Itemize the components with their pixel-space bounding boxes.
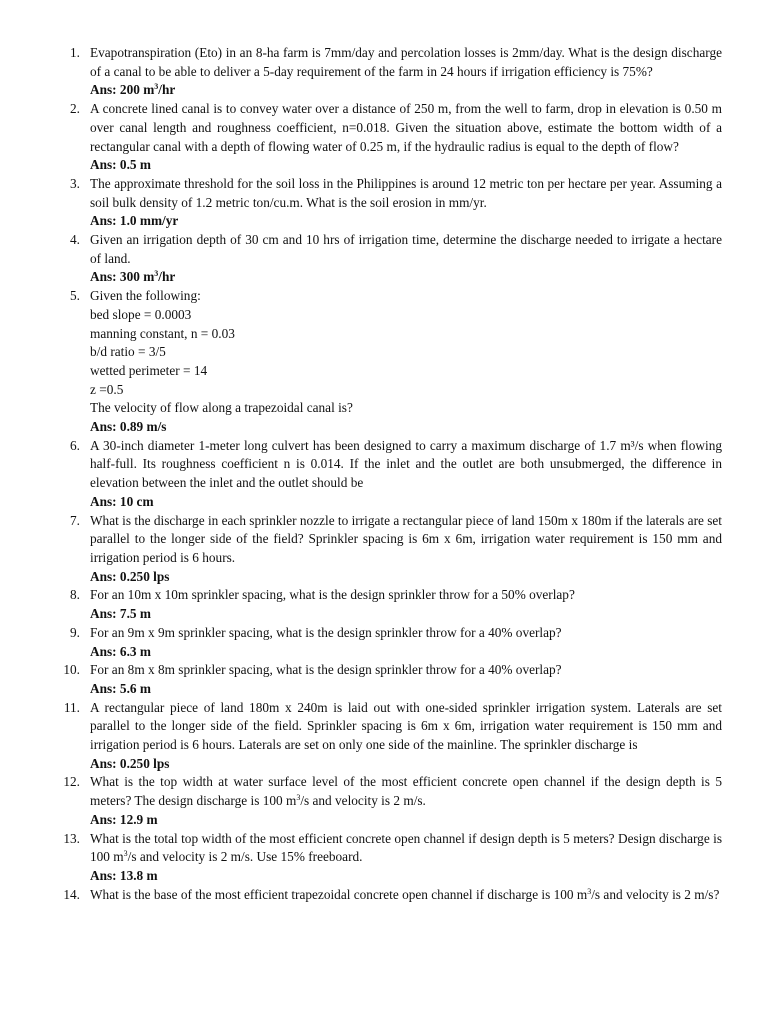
answer: Ans: 5.6 m: [90, 680, 151, 696]
answer: Ans: 0.250 lps: [90, 755, 170, 771]
question-text: What is the total top width of the most efficient concrete open channel if design depth is 5 meters? Design discharge is 100 $m^3/s$ and velocity is 2 m/s. Use 15% freeboard.: [90, 830, 722, 865]
question-13: [0, 830, 722, 886]
answer: Ans: 200 $m^3/hr$: [90, 82, 176, 98]
question-9: [0, 624, 722, 661]
question-5: [0, 287, 722, 437]
question-text: Given an irrigation depth of 30 cm and 10 hrs of irrigation time, determine the discharge needed to irrigate a hectare of land.: [90, 232, 722, 266]
answer: Ans: 300 $m^3/hr$: [90, 269, 176, 285]
question-number: 9.: [70, 624, 80, 640]
answer: Ans: 1.0 mm/yr: [90, 213, 179, 229]
question-10: [0, 661, 722, 698]
given-line: bed slope = 0.0003: [90, 306, 192, 322]
question-text: What is the base of the most efficient trapezoidal concrete open channel if discharge is 100 $m^3/s$ and velocity is 2 m/s?: [90, 886, 720, 902]
question-14: [0, 886, 722, 905]
question-number: 10.: [63, 662, 80, 678]
question-text: For an 9m x 9m sprinkler spacing, what is the design sprinkler throw for a 40% overlap?: [90, 624, 562, 640]
given-line: Given the following:: [90, 288, 201, 304]
answer: Ans: 0.5 m: [90, 157, 151, 173]
question-number: 13.: [63, 830, 80, 846]
given-line: The velocity of flow along a trapezoidal canal is?: [90, 400, 353, 416]
question-text: A rectangular piece of land 180m x 240m is laid out with one-sided sprinkler irrigation system. Laterals are set parallel to the longer side of the field. Sprinkler spacing is 6m x 6m, irrigation water requirement is 150 mm and irrigation period is 6 hours. Laterals are set on only one side of the mainline. The sprinkler discharge is: [90, 699, 722, 753]
question-4: [0, 231, 722, 287]
given-line: manning constant, n = 0.03: [90, 325, 235, 341]
question-text: For an 8m x 8m sprinkler spacing, what is the design sprinkler throw for a 40% overlap?: [90, 662, 562, 678]
answer: Ans: 6.3 m: [90, 643, 151, 659]
question-text: Evapotranspiration (Eto) in an 8-ha farm is 7mm/day and percolation losses is 2mm/day. What is the design discharge of a canal to be able to deliver a 5-day requirement of the farm in 24 hours if irrigation efficiency is 75%?: [90, 45, 722, 79]
given-line: b/d ratio = 3/5: [90, 344, 166, 360]
answer: Ans: 12.9 m: [90, 811, 158, 827]
question-number: 12.: [63, 774, 80, 790]
question-number: 3.: [70, 175, 80, 191]
given-line: z =0.5: [90, 381, 124, 397]
question-text: A 30-inch diameter 1-meter long culvert has been designed to carry a maximum discharge of 1.7 m³/s when flowing half-full. Its roughness coefficient n is 0.014. If the inlet and the outlet are both unsubmerged, the difference in elevation between the inlet and the outlet should be: [90, 437, 722, 491]
question-text: A concrete lined canal is to convey water over a distance of 250 m, from the well to farm, drop in elevation is 0.50 m over canal length and roughness coefficient, n=0.018. Given the situation above, estimate the bottom width of a rectangular canal with a depth of flowing water of 0.25 m, if the hydraulic radius is equal to the depth of flow?: [90, 101, 722, 154]
question-text: What is the discharge in each sprinkler nozzle to irrigate a rectangular piece of land 150m x 180m if the laterals are set parallel to the longer side of the field? Sprinkler spacing is 6m x 6m, irrigation water requirement is 150 mm and irrigation period is 6 hours.: [90, 512, 722, 565]
question-text: What is the top width at water surface level of the most efficient concrete open channel if the design depth is 5 meters? The design discharge is 100 $m^3/s$ and velocity is 2 m/s.: [90, 774, 722, 809]
question-number: 7.: [70, 512, 80, 528]
question-text: For an 10m x 10m sprinkler spacing, what is the design sprinkler throw for a 50% overlap?: [90, 587, 575, 603]
question-number: 5.: [70, 288, 80, 304]
question-number: 2.: [70, 101, 80, 117]
question-text: [90, 287, 722, 418]
answer: Ans: 10 cm: [90, 493, 154, 509]
question-number: 4.: [70, 232, 80, 248]
answer: Ans: 7.5 m: [90, 606, 151, 622]
question-7: [0, 512, 722, 587]
question-6: [0, 437, 722, 512]
question-12: [0, 773, 722, 829]
question-number: 14.: [63, 886, 80, 902]
question-list: [0, 44, 722, 904]
question-8: [0, 586, 722, 623]
answer: Ans: 0.250 lps: [90, 568, 170, 584]
answer: Ans: 0.89 m/s: [90, 419, 167, 435]
question-number: 6.: [70, 437, 80, 453]
question-text: The approximate threshold for the soil loss in the Philippines is around 12 metric ton per hectare per year. Assuming a soil bulk density of 1.2 metric ton/cu.m. What is the soil erosion in mm/yr.: [90, 175, 722, 210]
given-line: wetted perimeter = 14: [90, 362, 208, 378]
question-1: [0, 44, 722, 100]
question-3: [0, 175, 722, 231]
question-number: 1.: [70, 45, 80, 60]
question-number: 11.: [63, 699, 80, 715]
question-2: [0, 100, 722, 175]
answer: Ans: 13.8 m: [90, 867, 158, 883]
question-11: [0, 699, 722, 774]
question-number: 8.: [70, 587, 80, 603]
